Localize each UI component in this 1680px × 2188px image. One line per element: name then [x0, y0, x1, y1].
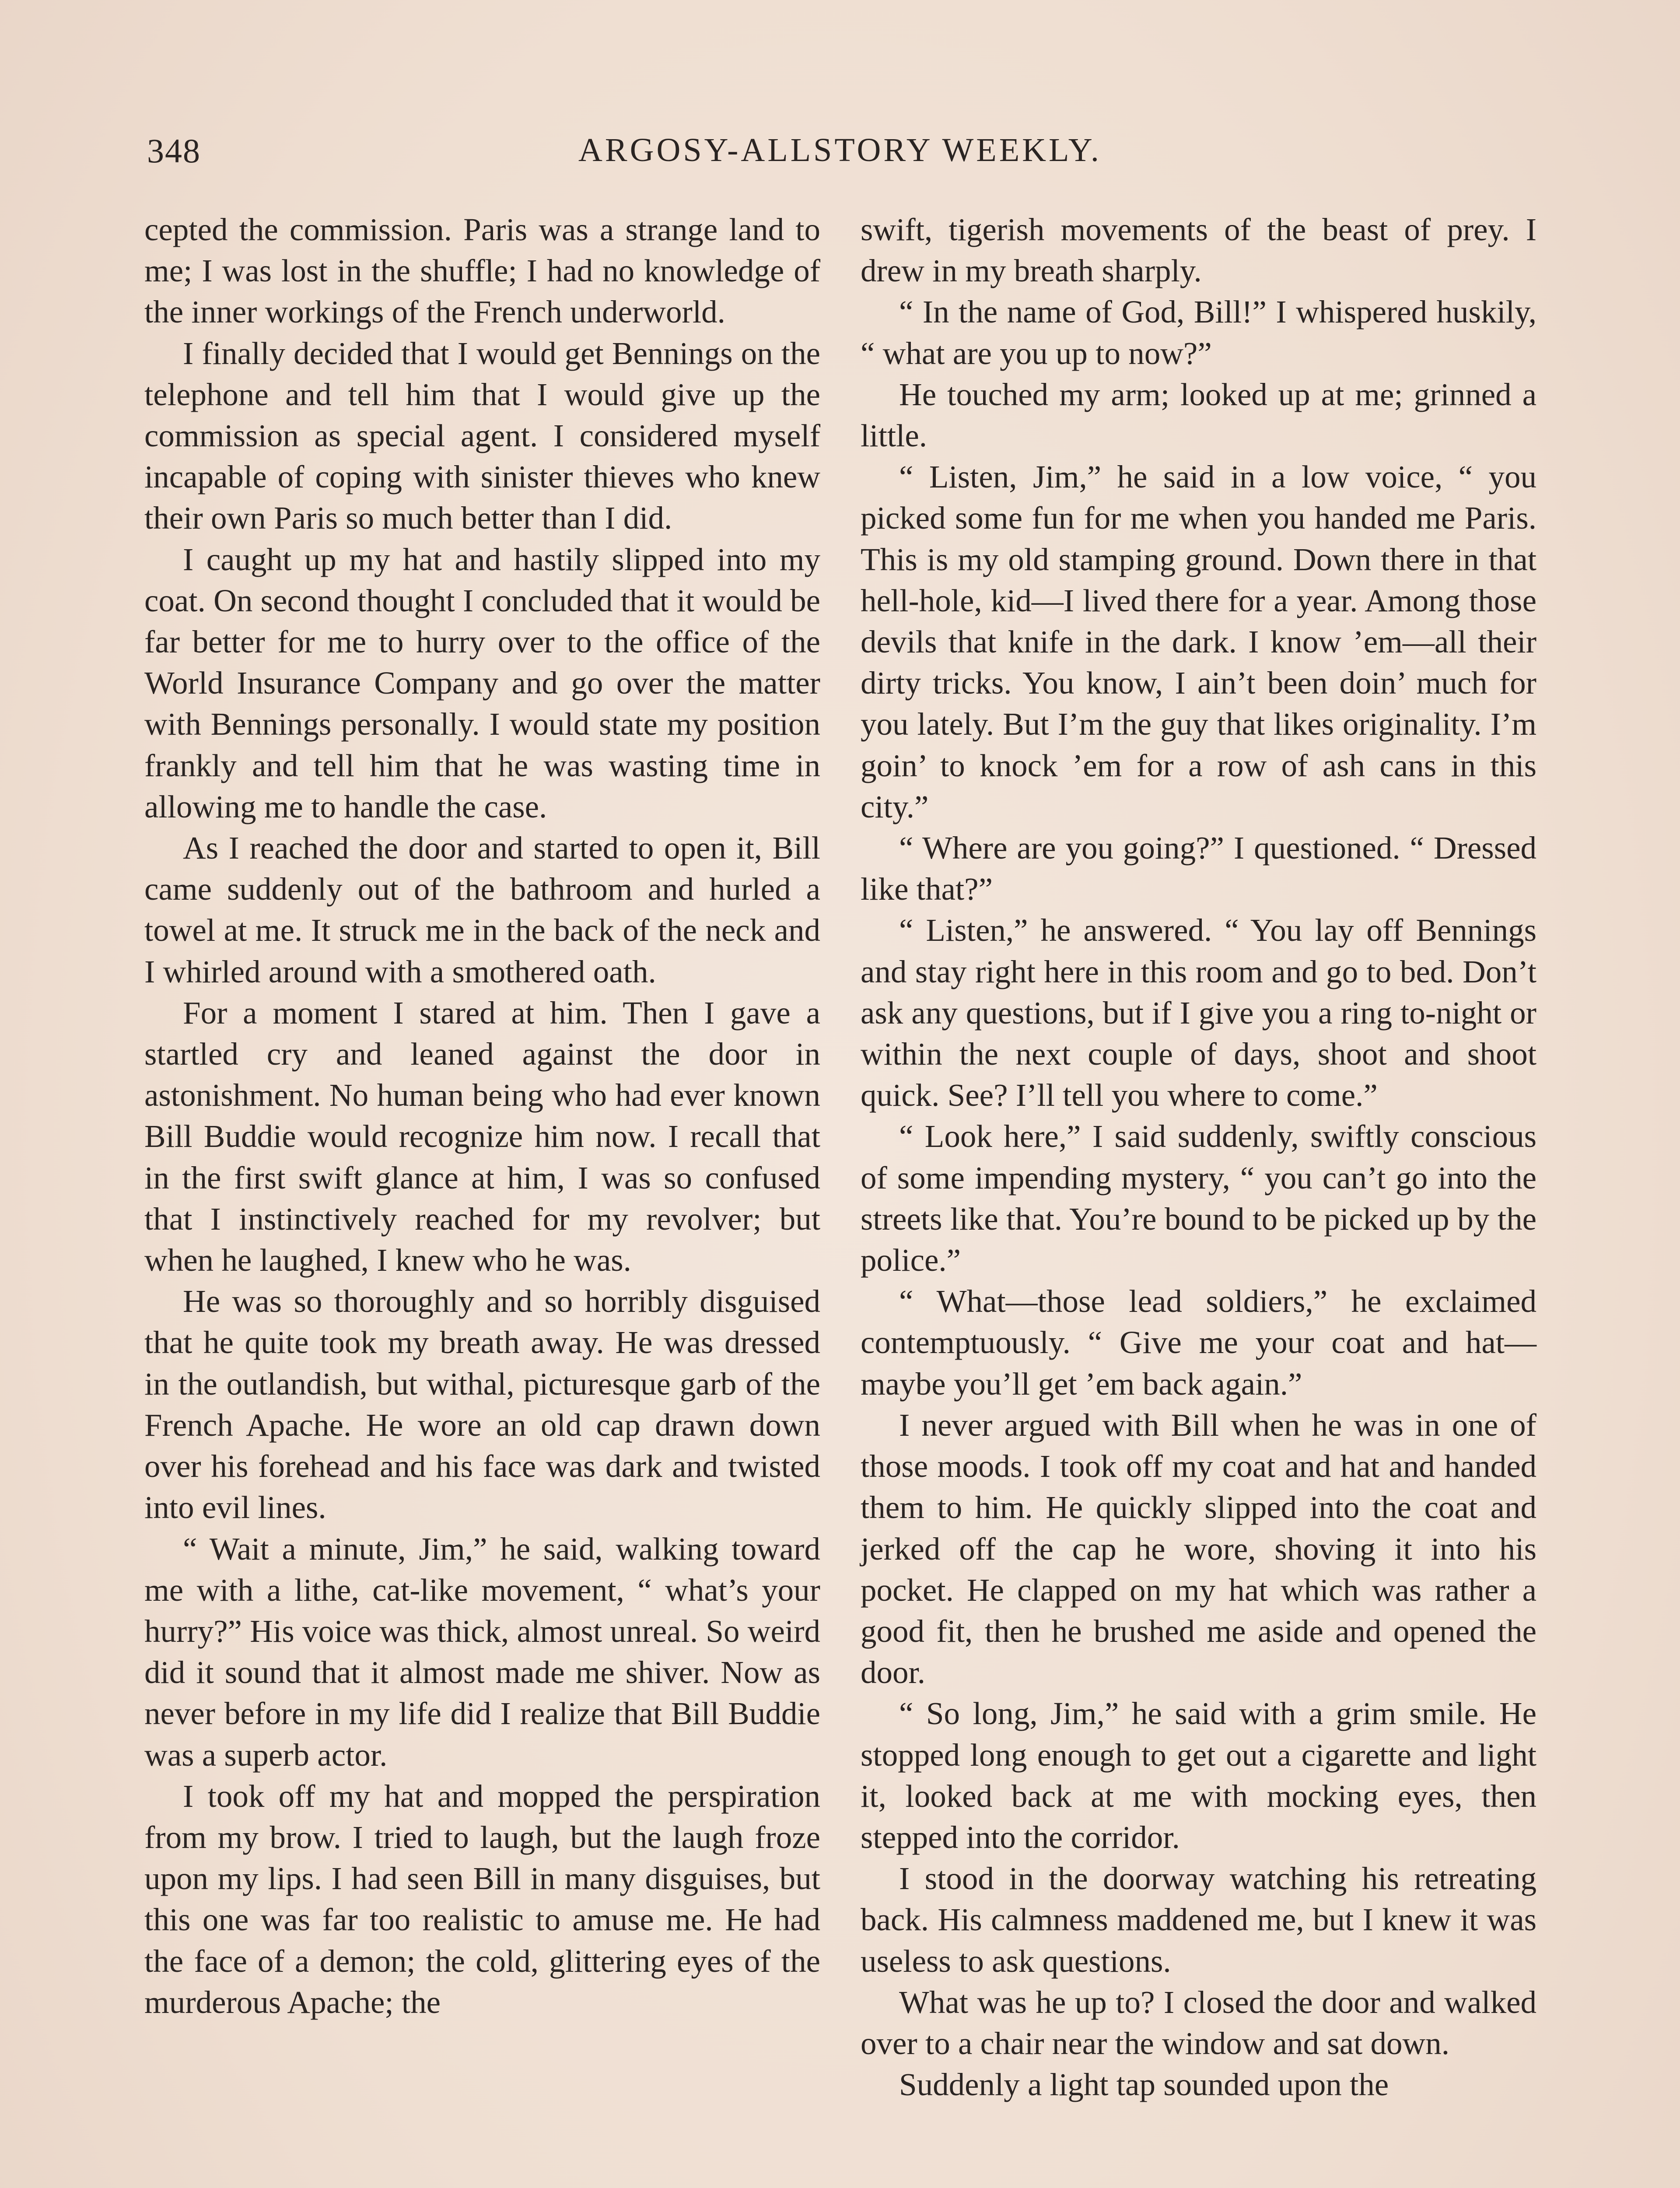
paragraph: Suddenly a light tap sounded upon the	[899, 2067, 1389, 2103]
paragraph: I caught up my hat and hastily slipped into my coat. On second thought I concluded that it would be far better for me to hurry over to the office of the World Insurance Company and go over the matter with Bennings personally. I would state my position frankly and tell him that he was wasting time in allowing me to handle the case.	[144, 541, 820, 824]
text-columns	[144, 209, 1536, 2105]
page-header	[147, 131, 1533, 179]
paragraph: “ In the name of God, Bill!” I whispered huskily, “ what are you up to now?”	[861, 294, 1536, 371]
paragraph: He was so thoroughly and so horribly disguised that he quite took my breath away. He was dressed in the outlandish, but withal, picturesque garb of the French Apache. He wore an old cap drawn down over his forehead and his face was dark and twisted into evil lines.	[144, 1283, 820, 1525]
paragraph: “ Wait a minute, Jim,” he said, walking toward me with a lithe, cat-like movement, “ what’s your hurry?” His voice was thick, almost unreal. So weird did it sound that it almost made me shiver. Now as never before in my life did I realize that Bill Buddie was a superb actor.	[144, 1531, 820, 1773]
paragraph: I never argued with Bill when he was in one of those moods. I took off my coat and hat and handed them to him. He quickly slipped into the coat and jerked off the cap he wore, shoving it into his pocket. He clapped on my hat which was rather a good fit, then he brushed me aside and opened the door.	[861, 1407, 1536, 1690]
paragraph: swift, tigerish movements of the beast of prey. I drew in my breath sharply.	[861, 212, 1536, 289]
running-head: ARGOSY-ALLSTORY WEEKLY.	[578, 132, 1102, 168]
paragraph: What was he up to? I closed the door and walked over to a chair near the window and sat down.	[861, 1984, 1536, 2061]
paragraph: “ Listen, Jim,” he said in a low voice, “ you picked some fun for me when you handed me Paris. This is my old stamping ground. Down there in that hell-hole, kid—I lived there for a year. Among those devils that knife in the dark. I know ’em—all their dirty tricks. You know, I ain’t been doin’ much for you lately. But I’m the guy that likes originality. I’m goin’ to knock ’em for a row of ash cans in this city.”	[861, 459, 1536, 824]
paragraph: For a moment I stared at him. Then I gave a startled cry and leaned against the door in astonishment. No human being who had ever known Bill Buddie would recognize him now. I recall that in the first swift glance at him, I was so confused that I instinctively reached for my revolver; but when he laughed, I knew who he was.	[144, 995, 820, 1278]
paragraph: He touched my arm; looked up at me; grinned a little.	[861, 376, 1536, 454]
page-number: 348	[147, 132, 201, 170]
paragraph: “ What—those lead soldiers,” he exclaimed contemptuously. “ Give me your coat and hat—maybe you’ll get ’em back again.”	[861, 1283, 1536, 1402]
paragraph: I took off my hat and mopped the perspiration from my brow. I tried to laugh, but the laugh froze upon my lips. I had seen Bill in many disguises, but this one was far too realistic to amuse me. He had the face of a demon; the cold, glittering eyes of the murderous Apache; the	[144, 1778, 820, 2020]
paragraph: “ Where are you going?” I questioned. “ Dressed like that?”	[861, 830, 1536, 907]
paragraph: “ Look here,” I said suddenly, swiftly conscious of some impending mystery, “ you can’t go into the streets like that. You’re bound to be picked up by the police.”	[861, 1119, 1536, 1278]
paragraph: “ So long, Jim,” he said with a grim smile. He stopped long enough to get out a cigarette and light it, looked back at me with mocking eyes, then stepped into the corridor.	[861, 1696, 1536, 1855]
paragraph: I stood in the doorway watching his retreating back. His calmness maddened me, but I knew it was useless to ask questions.	[861, 1861, 1536, 1979]
paragraph: I finally decided that I would get Bennings on the telephone and tell him that I would give up the commission as special agent. I considered myself incapable of coping with sinister thieves who knew their own Paris so much better than I did.	[144, 335, 820, 536]
paragraph: cepted the commission. Paris was a strange land to me; I was lost in the shuffle; I had no knowledge of the inner workings of the French underworld.	[144, 212, 820, 330]
left-column	[144, 209, 820, 2105]
paragraph: As I reached the door and started to open it, Bill came suddenly out of the bathroom and hurled a towel at me. It struck me in the back of the neck and I whirled around with a smothered oath.	[144, 830, 820, 989]
right-column	[861, 209, 1536, 2105]
paragraph: “ Listen,” he answered. “ You lay off Bennings and stay right here in this room and go to bed. Don’t ask any questions, but if I give you a ring to-night or within the next couple of days, shoot and shoot quick. See? I’ll tell you where to come.”	[861, 912, 1536, 1113]
